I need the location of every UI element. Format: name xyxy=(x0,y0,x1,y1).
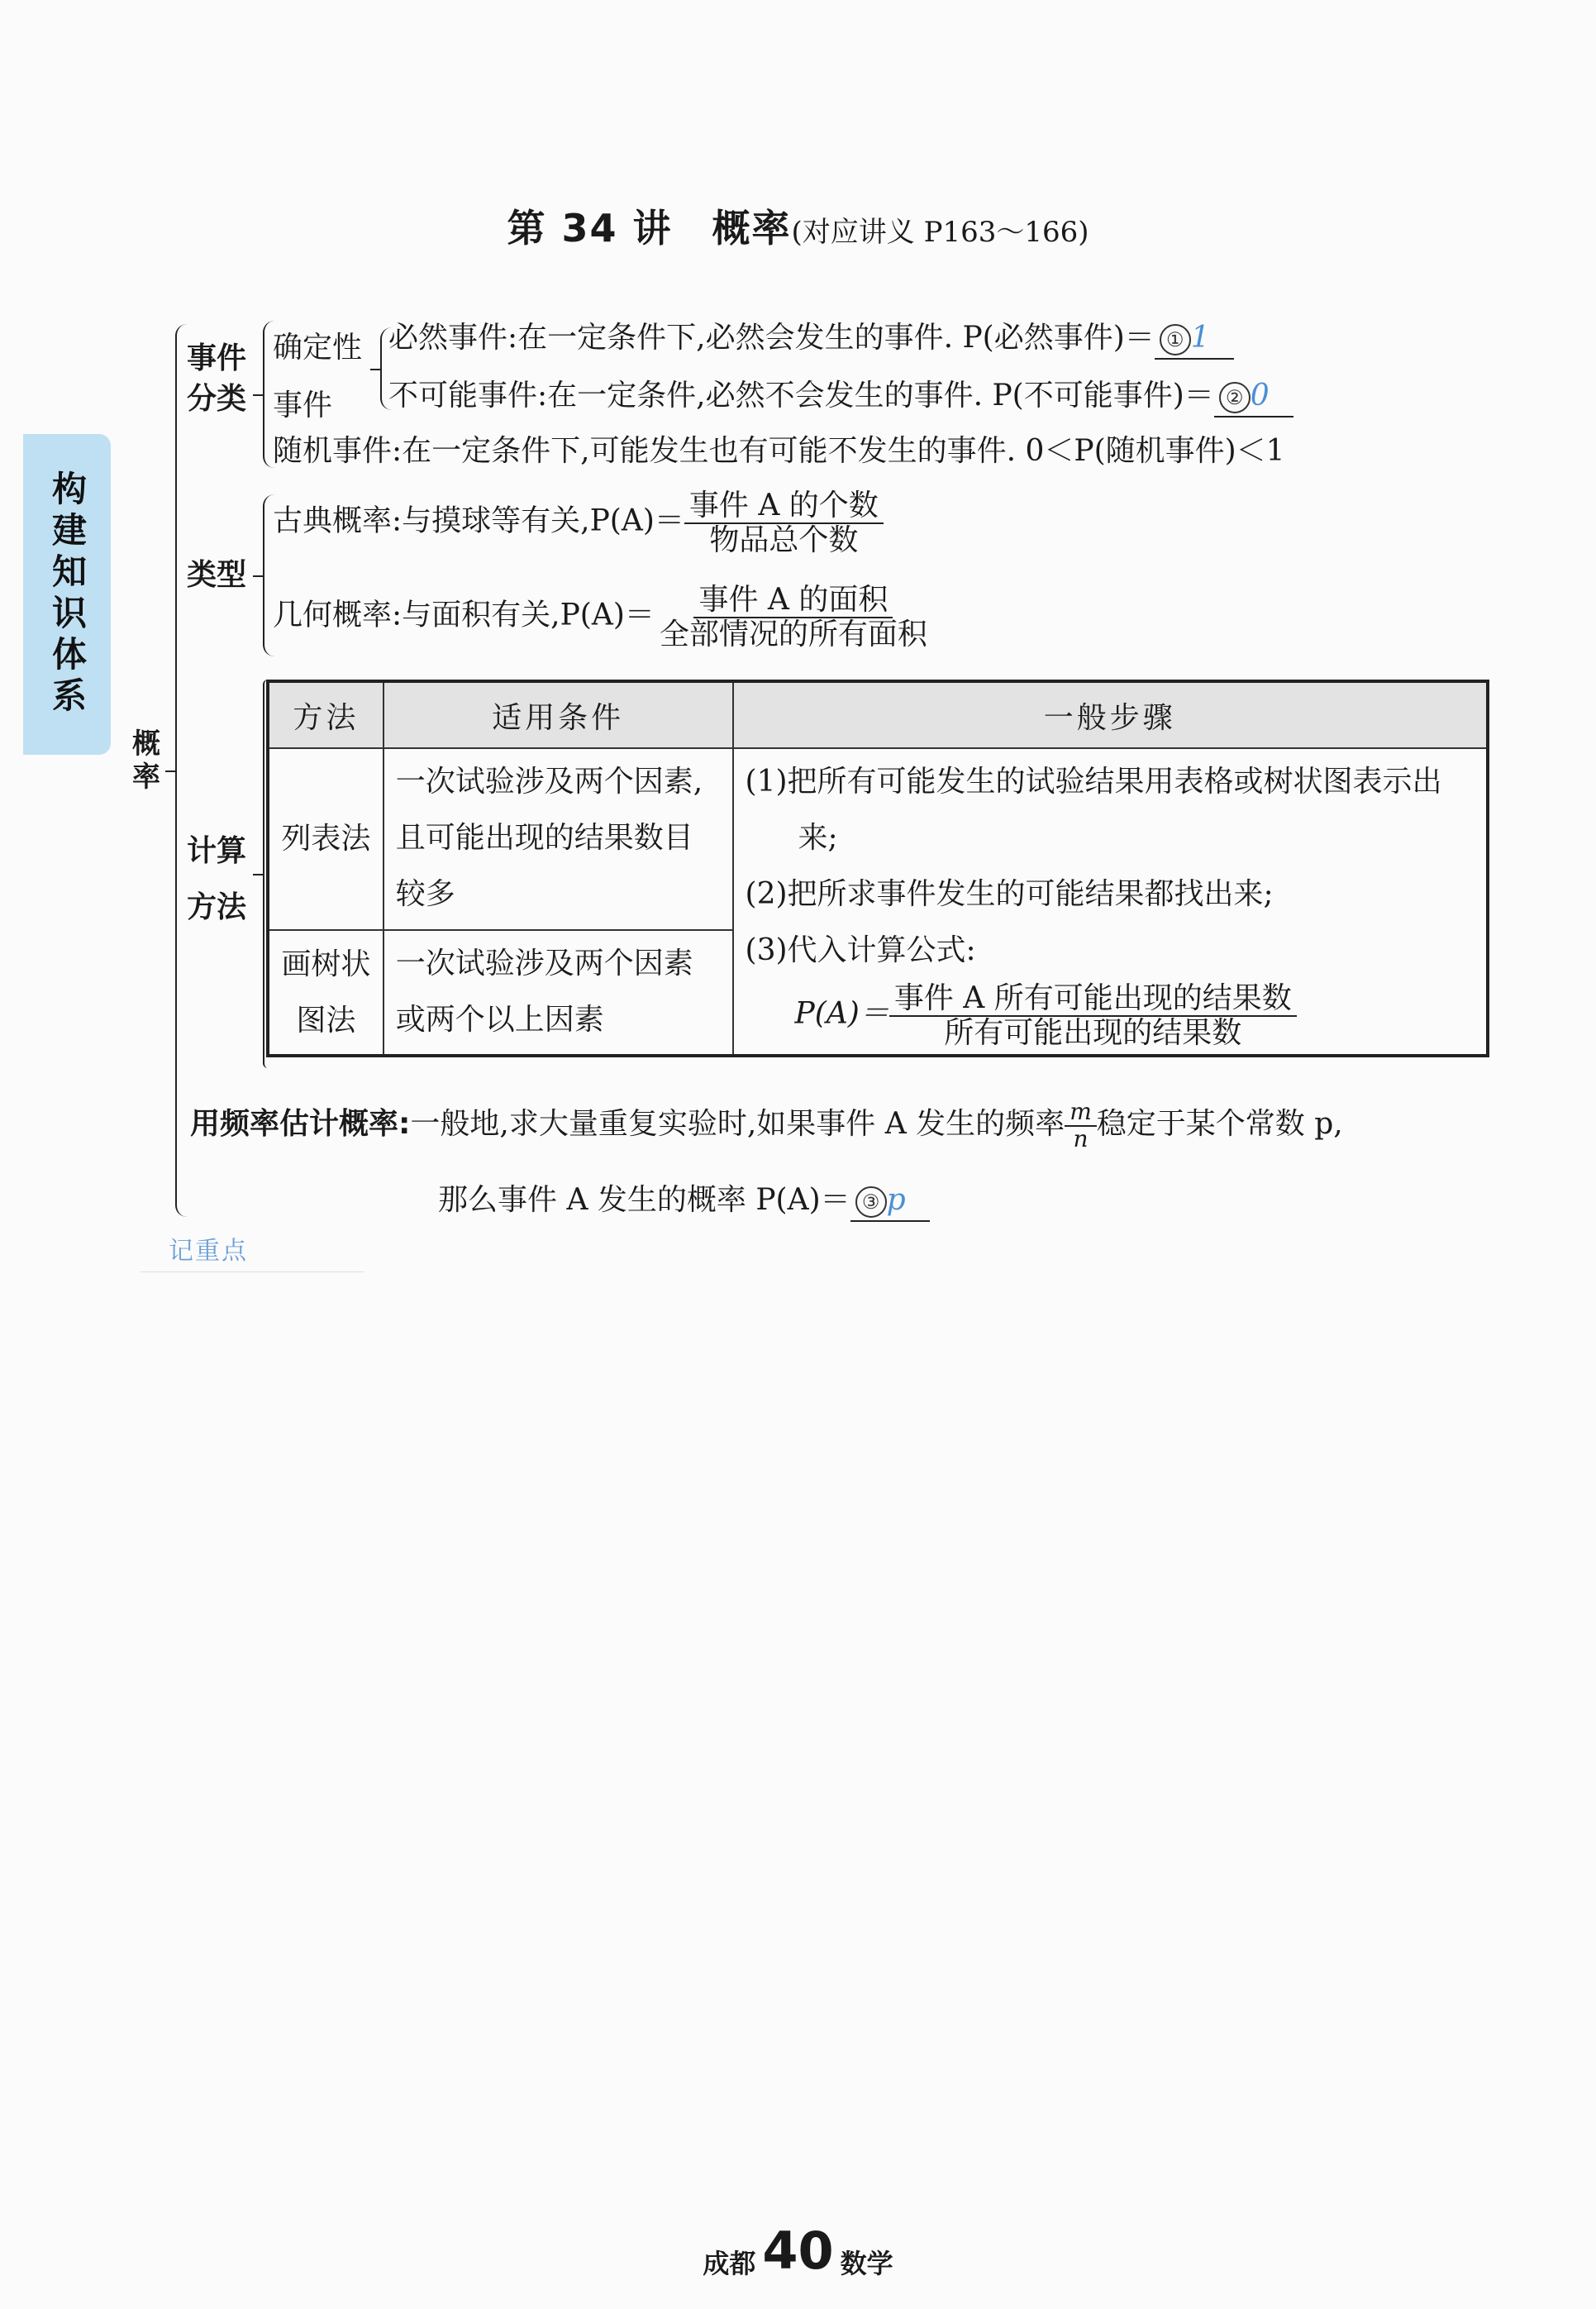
impossible-event-line xyxy=(388,376,1293,417)
frequency-denominator: n xyxy=(1073,1124,1089,1152)
steps-cell xyxy=(733,748,1488,1056)
frequency-text-2: 稳定于某个常数 p, xyxy=(1096,1106,1343,1141)
side-tab-label: 构建知识体系 xyxy=(47,470,88,718)
header-steps: 一般步骤 xyxy=(733,681,1488,748)
method-tree: 画树状图法 xyxy=(268,930,384,1056)
classical-denominator: 物品总个数 xyxy=(709,522,859,557)
footer-city: 成都 xyxy=(703,2248,756,2279)
step-3: (3)代入计算公式: xyxy=(745,933,976,967)
root-label: 概率 xyxy=(132,728,160,794)
calc-methods-label: 计算方法 xyxy=(187,834,247,924)
random-event-line: 随机事件:在一定条件下,可能发生也有可能不发生的事件. 0＜P(随机事件)＜1 xyxy=(273,434,1285,468)
formula-lhs: P(A)＝ xyxy=(794,996,889,1031)
certainty-label: 确定性事件 xyxy=(273,331,363,422)
answer-1: 1 xyxy=(1190,321,1210,355)
classical-fraction xyxy=(684,489,884,556)
condition-tree: 一次试验涉及两个因素或两个以上因素 xyxy=(384,930,733,1056)
page-title xyxy=(0,198,1596,253)
classical-probability-line xyxy=(273,489,884,556)
blank-1 xyxy=(1155,318,1234,360)
table-row xyxy=(268,748,1488,930)
blank-number-1: ① xyxy=(1160,324,1191,355)
frequency-numerator: m xyxy=(1065,1100,1097,1127)
classical-numerator: 事件 A 的个数 xyxy=(684,489,884,524)
root-brace xyxy=(175,324,193,1217)
blank-number-2: ② xyxy=(1219,382,1251,413)
classical-text: 古典概率:与摸球等有关,P(A)＝ xyxy=(273,503,684,538)
formula-numerator: 事件 A 所有可能出现的结果数 xyxy=(889,982,1297,1017)
side-section-tab xyxy=(23,434,111,755)
impossible-event-text: 不可能事件:在一定条件,必然不会发生的事件. P(不可能事件)＝ xyxy=(388,379,1214,413)
methods-table xyxy=(266,680,1489,1057)
geometric-probability-line xyxy=(273,584,932,651)
frequency-line xyxy=(190,1100,1343,1152)
table-header-row xyxy=(268,681,1488,748)
frequency-text-3: 那么事件 A 发生的概率 P(A)＝ xyxy=(438,1183,850,1217)
page-footer xyxy=(0,2221,1596,2281)
geometric-fraction xyxy=(655,584,932,651)
types-label: 类型 xyxy=(187,558,247,592)
page-number: 40 xyxy=(762,2221,834,2281)
formula-fraction xyxy=(889,982,1297,1049)
footer-subject: 数学 xyxy=(840,2248,893,2279)
step-formula xyxy=(746,982,1475,1049)
title-subtitle: (对应讲义 P163～166) xyxy=(791,216,1089,249)
frequency-conclusion-line xyxy=(438,1181,930,1222)
formula-denominator: 所有可能出现的结果数 xyxy=(944,1015,1242,1050)
geometric-text: 几何概率:与面积有关,P(A)＝ xyxy=(273,598,655,632)
header-method: 方法 xyxy=(268,681,384,748)
notes-area xyxy=(141,1230,364,1272)
frequency-label: 用频率估计概率: xyxy=(190,1106,411,1141)
method-list: 列表法 xyxy=(268,748,384,930)
certain-event-line xyxy=(388,318,1234,360)
step-2: (2)把所求事件发生的可能结果都找出来; xyxy=(745,877,1274,911)
notes-label: 记重点 xyxy=(169,1237,248,1266)
title-main: 第 34 讲 概率 xyxy=(507,206,792,250)
blank-number-3: ③ xyxy=(855,1186,887,1218)
certain-event-text: 必然事件:在一定条件下,必然会发生的事件. P(必然事件)＝ xyxy=(388,321,1155,355)
blank-2 xyxy=(1214,376,1293,417)
condition-list: 一次试验涉及两个因素,且可能出现的结果数目较多 xyxy=(384,748,733,930)
geometric-denominator: 全部情况的所有面积 xyxy=(659,617,927,651)
blank-3 xyxy=(850,1181,930,1222)
answer-3: p xyxy=(886,1183,906,1217)
answer-2: 0 xyxy=(1250,379,1270,413)
header-condition: 适用条件 xyxy=(384,681,733,748)
frequency-text-1: 一般地,求大量重复实验时,如果事件 A 发生的频率 xyxy=(410,1106,1065,1141)
geometric-numerator: 事件 A 的面积 xyxy=(693,584,893,618)
event-classification-label: 事件分类 xyxy=(187,341,247,416)
step-1: (1)把所有可能发生的试验结果用表格或树状图表示出来; xyxy=(745,765,1442,855)
frequency-fraction xyxy=(1065,1100,1097,1152)
